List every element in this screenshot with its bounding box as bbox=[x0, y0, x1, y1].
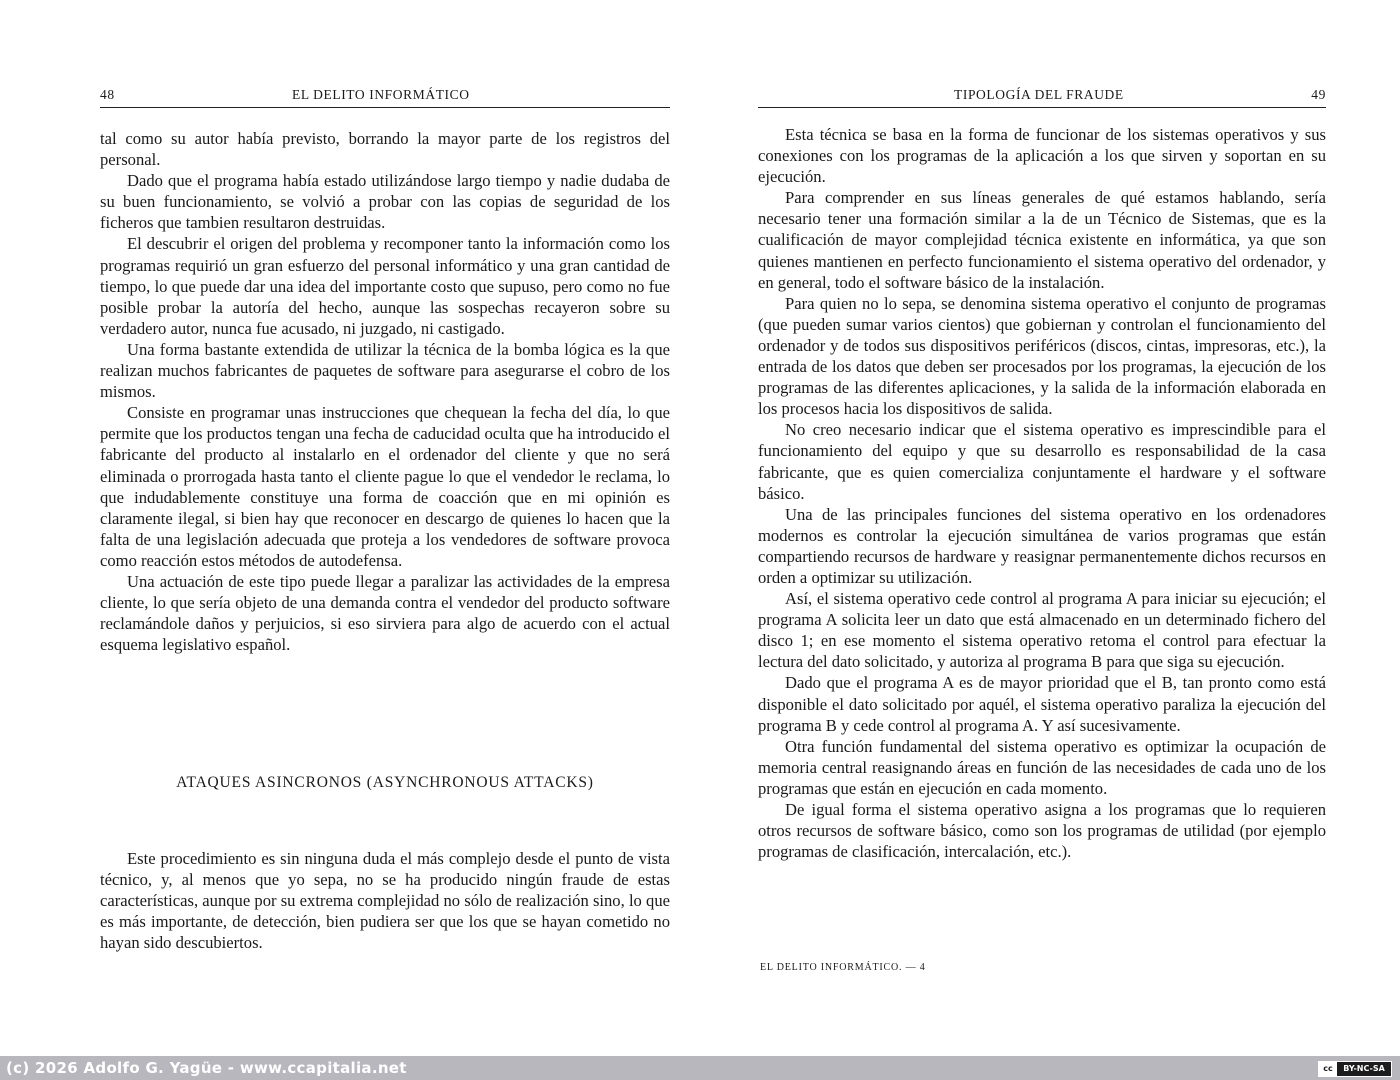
license-type: BY-NC-SA bbox=[1343, 1064, 1385, 1073]
running-head-right bbox=[758, 87, 1326, 108]
paragraph: Para comprender en sus líneas generales de qué estamos hablando, sería necesario tener una formación similar a la de un Técnico de Sistemas, que es la cualificación de mayor complejidad técnica existente en informática, ya que son quienes mantienen en perfecto funcionamiento el sistema operativo del ordenador, y en general, todo el software básico de la instalación. bbox=[758, 188, 1326, 292]
left-section-body bbox=[100, 848, 670, 953]
license-badge bbox=[1318, 1061, 1392, 1077]
page-number-left: 48 bbox=[100, 87, 115, 102]
paragraph: Así, el sistema operativo cede control al programa A para iniciar su ejecución; el programa A solicita leer un dato que está almacenado en un determinado fichero del disco 1; en ese momento el sistema operativo retoma el control para efectuar la lectura del dato solicitado, y autoriza al programa B para que siga su ejecución. bbox=[758, 589, 1326, 672]
paragraph: No creo necesario indicar que el sistema operativo es imprescindible para el funcionamiento del equipo y que su desarrollo es responsabilidad de la casa fabricante, que es quien comercializa conjuntamente el hardware y el software básico. bbox=[758, 420, 1326, 503]
footer-bar bbox=[0, 1056, 1400, 1080]
paragraph: Esta técnica se basa en la forma de funcionar de los sistemas operativos y sus conexiones con los programas de la aplicación a los que sirven y soportan en su ejecución. bbox=[758, 125, 1326, 187]
left-body-text bbox=[100, 128, 670, 655]
paragraph: Consiste en programar unas instrucciones que chequean la fecha del día, lo que permite que los productos tengan una fecha de caducidad oculta que ha introducido el fabricante del producto al instalarlo en el ordenador del cliente y que no será eliminada o prorrogada hasta tanto el cliente pague lo que el vendedor le reclama, lo que indudablemente constituye una forma de coacción que en mi opinión es claramente ilegal, si bien hay que reconocer en descargo de quienes lo hacen que la falta de una legislación adecuada que proteja a los vendedores de software provoca como reacción estos métodos de autodefensa. bbox=[100, 403, 670, 570]
paragraph: Una de las principales funciones del sistema operativo en los ordenadores modernos es controlar la ejecución simultánea de varios programas que están compartiendo recursos de hardware y reasignar permanentemente dichos recursos en orden a optimizar su utilización. bbox=[758, 504, 1326, 587]
paragraph: Para quien no lo sepa, se denomina sistema operativo el conjunto de programas (que pueden sumar varios cientos) que gobiernan y controlan el funcionamiento del ordenador y de todos sus dispositivos periféricos (discos, cintas, impresoras, etc.), la entrada de los datos que deben ser procesados por los programas, la ejecución de los programas de las diferentes aplicaciones, y la salida de la información elaborada en los procesos hacia los dispositivos de salida. bbox=[758, 293, 1326, 419]
page-number-right: 49 bbox=[1311, 87, 1326, 102]
paragraph: tal como su autor había previsto, borrando la mayor parte de los registros del personal. bbox=[100, 129, 670, 170]
paragraph: Otra función fundamental del sistema operativo es optimizar la ocupación de memoria central reasignando áreas en función de las necesidades de cada uno de los programas que están en ejecución en cada momento. bbox=[758, 736, 1326, 798]
running-title-left: EL DELITO INFORMÁTICO bbox=[292, 87, 470, 102]
signature-line: EL DELITO INFORMÁTICO. — 4 bbox=[760, 962, 926, 973]
right-body-text bbox=[758, 124, 1326, 862]
cc-icon: cc bbox=[1319, 1062, 1337, 1076]
paragraph: Una forma bastante extendida de utilizar la técnica de la bomba lógica es la que realizan muchos fabricantes de paquetes de software para asegurarse el cobro de los mismos. bbox=[100, 339, 670, 402]
paragraph: De igual forma el sistema operativo asigna a los programas que lo requieren otros recursos de software básico, como son los programas de utilidad (por ejemplo programas de clasificación, intercalación, etc.). bbox=[758, 800, 1326, 862]
section-heading: ATAQUES ASINCRONOS (ASYNCHRONOUS ATTACKS) bbox=[176, 774, 594, 791]
copyright-text: (c) 2026 Adolfo G. Yagüe - www.ccapitalia.net bbox=[6, 1059, 407, 1077]
running-title-right: TIPOLOGÍA DEL FRAUDE bbox=[954, 87, 1124, 102]
paragraph: Dado que el programa A es de mayor prioridad que el B, tan pronto como está disponible el dato solicitado por aquél, el sistema operativo paraliza la ejecución del programa B y cede control al programa A. Y así sucesivamente. bbox=[758, 673, 1326, 735]
running-head-left bbox=[100, 87, 670, 108]
paragraph: Este procedimiento es sin ninguna duda el más complejo desde el punto de vista técnico, y, al menos que yo sepa, no se ha producido ningún fraude de estas características, aunque por su extrema complejidad no sólo de realización sino, lo que es más importante, de detección, bien pudiera ser que los que se hayan cometido no hayan sido descubiertos. bbox=[100, 849, 670, 953]
paragraph: Una actuación de este tipo puede llegar a paralizar las actividades de la empresa cliente, lo que sería objeto de una demanda contra el vendedor del producto software reclamándole daños y perjuicios, si eso sirviera para algo de acuerdo con el actual esquema legislativo español. bbox=[100, 571, 670, 655]
paragraph: El descubrir el origen del problema y recomponer tanto la información como los programas requirió un gran esfuerzo del personal informático y una gran cantidad de tiempo, lo que puede dar una idea del importante costo que supuso, pero como no fue posible probar la autoría del hecho, aunque las sospechas recayeron sobre su verdadero autor, nunca fue acusado, ni juzgado, ni castigado. bbox=[100, 234, 670, 338]
paragraph: Dado que el programa había estado utilizándose largo tiempo y nadie dudaba de su buen funcionamiento, se volvió a probar con las copias de seguridad de los ficheros que tambien resultaron destruidas. bbox=[100, 171, 670, 233]
